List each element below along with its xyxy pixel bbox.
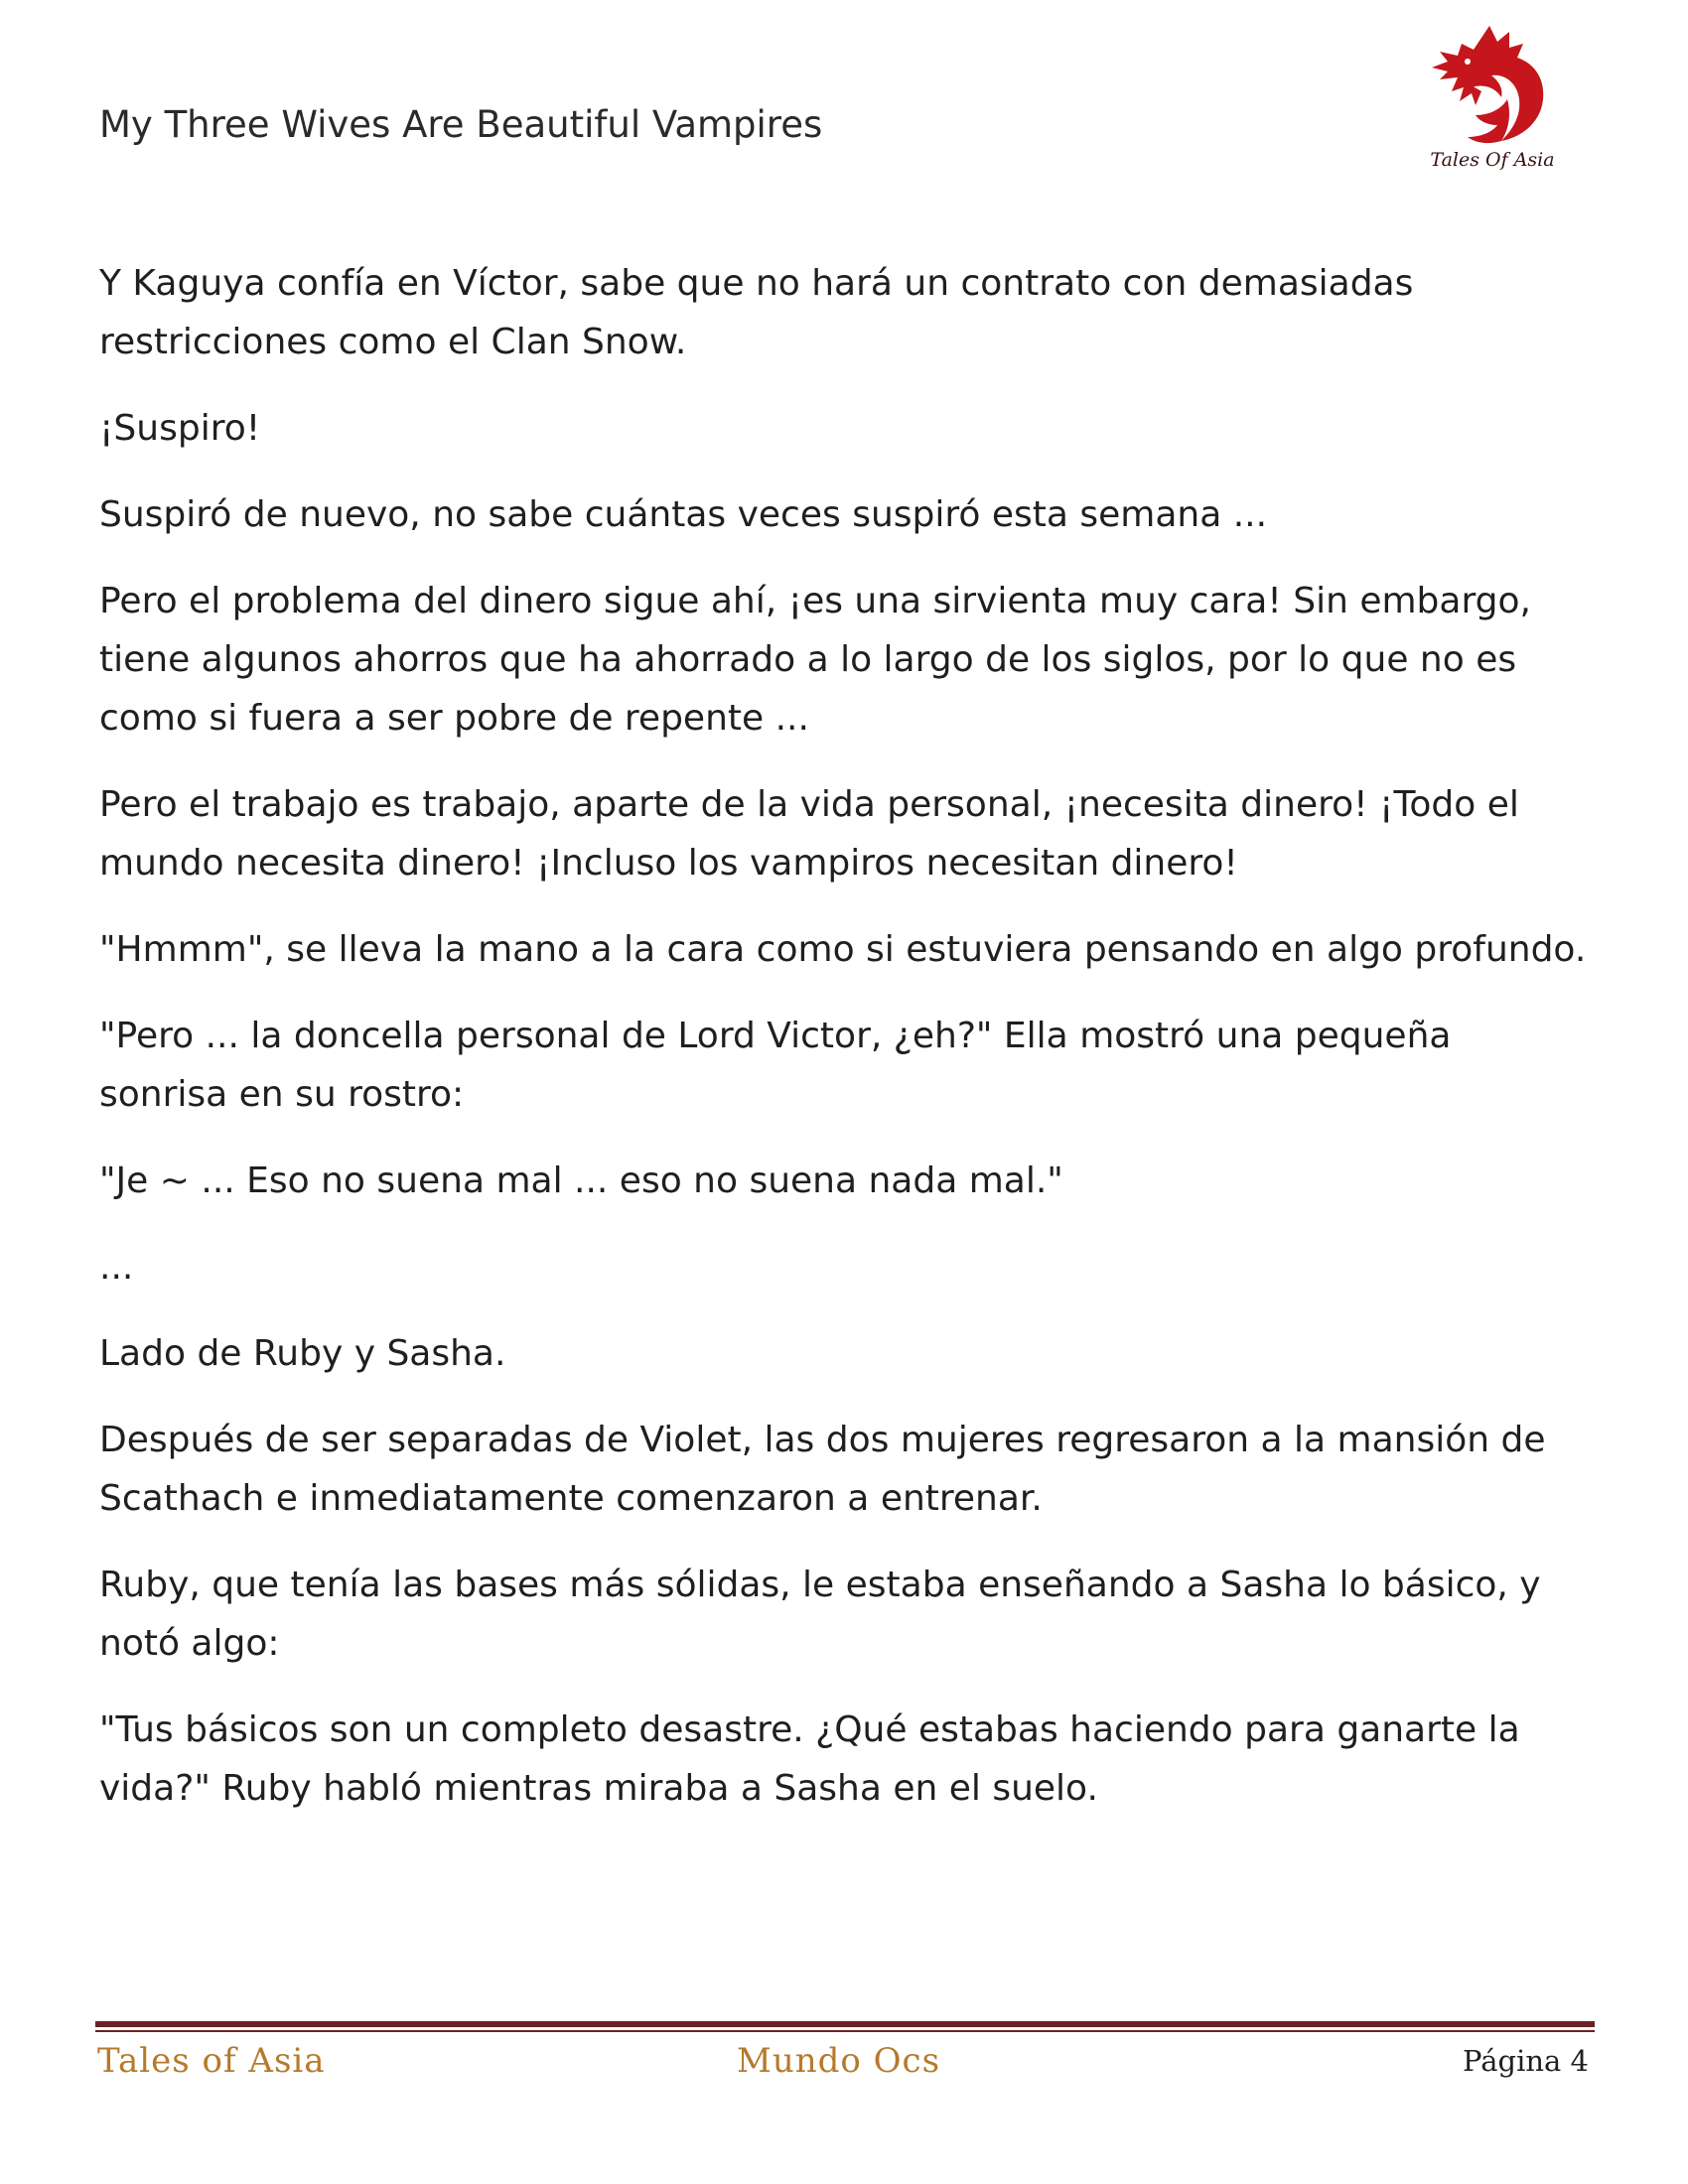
footer-site-name: Tales of Asia: [97, 2041, 326, 2081]
paragraph: "Tus básicos son un completo desastre. ¿Qué estabas haciendo para ganarte la vida?" Ruby habló mientras miraba a Sasha en el suelo.: [99, 1709, 1520, 1809]
paragraph: "Je ~ ... Eso no suena mal ... eso no suena nada mal.": [99, 1160, 1063, 1201]
paragraph: "Pero ... la doncella personal de Lord Victor, ¿eh?" Ella mostró una pequeña sonrisa en su rostro:: [99, 1016, 1452, 1115]
paragraph: Lado de Ruby y Sasha.: [99, 1333, 506, 1374]
chapter-body: [99, 254, 1589, 1845]
page-number: Página 4: [1463, 2044, 1589, 2078]
paragraph: ...: [99, 1247, 134, 1288]
paragraph: ¡Suspiro!: [99, 408, 261, 449]
paragraph: Suspiró de nuevo, no sabe cuántas veces suspiró esta semana ...: [99, 494, 1268, 535]
footer-section-name: Mundo Ocs: [737, 2041, 941, 2081]
paragraph: "Hmmm", se lleva la mano a la cara como si estuviera pensando en algo profundo.: [99, 929, 1587, 970]
paragraph: Ruby, que tenía las bases más sólidas, le estaba enseñando a Sasha lo básico, y notó algo:: [99, 1565, 1541, 1664]
footer-rule-thick: [95, 2021, 1595, 2027]
red-dragon-icon: [1418, 18, 1567, 152]
paragraph: Y Kaguya confía en Víctor, sabe que no hará un contrato con demasiadas restricciones como el Clan Snow.: [99, 263, 1414, 362]
footer-rule-thin: [95, 2030, 1595, 2032]
book-title: My Three Wives Are Beautiful Vampires: [99, 103, 823, 146]
paragraph: Después de ser separadas de Violet, las dos mujeres regresaron a la mansión de Scathach e inmediatamente comenzaron a entrenar.: [99, 1420, 1546, 1519]
tales-of-asia-logo: [1418, 18, 1567, 179]
paragraph: Pero el problema del dinero sigue ahí, ¡es una sirvienta muy cara! Sin embargo, tiene algunos ahorros que ha ahorrado a lo largo de los siglos, por lo que no es como si fuera a ser pobre de repente ...: [99, 581, 1531, 739]
paragraph: Pero el trabajo es trabajo, aparte de la vida personal, ¡necesita dinero! ¡Todo el mundo necesita dinero! ¡Incluso los vampiros necesitan dinero!: [99, 784, 1519, 884]
logo-text: Tales Of Asia: [1430, 149, 1555, 171]
